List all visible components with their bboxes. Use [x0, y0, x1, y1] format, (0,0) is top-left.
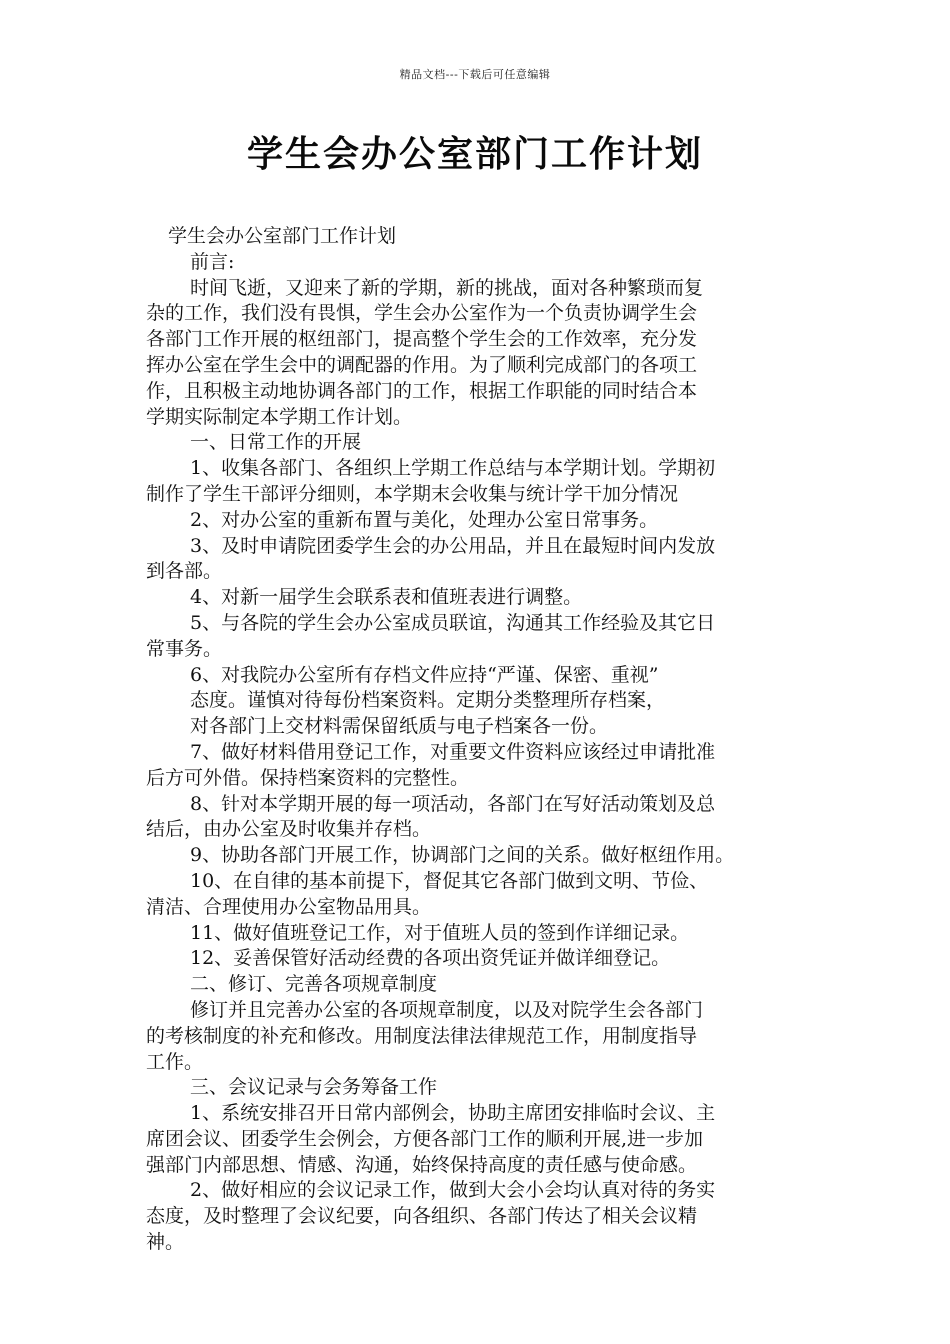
body-line: 的考核制度的补充和修改。用制度法律法律规范工作，用制度指导 [146, 1024, 698, 1047]
header-note: 精品文档---下载后可任意编辑 [399, 68, 551, 81]
body-line: 制作了学生干部评分细则，本学期末会收集与统计学干加分情况 [146, 482, 679, 505]
body-line: 强部门内部思想、情感、沟通，始终保持高度的责任感与使命感。 [146, 1153, 698, 1176]
body-line: 1、系统安排召开日常内部例会，协助主席团安排临时会议、主 [190, 1102, 716, 1125]
body-line: 对各部门上交材料需保留纸质与电子档案各一份。 [190, 715, 609, 738]
body-line: 结后，由办公室及时收集并存档。 [146, 818, 432, 841]
body-line: 态度，及时整理了会议纪要，向各组织、各部门传达了相关会议精 [146, 1205, 698, 1228]
body-line: 清洁、合理使用办公室物品用具。 [146, 895, 432, 918]
body-line: 3、及时申请院团委学生会的办公用品，并且在最短时间内发放 [190, 534, 716, 557]
document-title: 学生会办公室部门工作计划 [246, 134, 703, 175]
body-line: 后方可外借。保持档案资料的完整性。 [146, 766, 470, 789]
body-line: 席团会议、团委学生会例会，方便各部门工作的顺利开展,进一步加 [146, 1127, 704, 1150]
body-line: 学生会办公室部门工作计划 [168, 225, 397, 247]
body-line: 1、收集各部门、各组织上学期工作总结与本学期计划。学期初 [190, 457, 716, 480]
body-line: 作，且积极主动地协调各部门的工作，根据工作职能的同时结合本 [146, 379, 698, 402]
body-line: 5、与各院的学生会办公室成员联谊，沟通其工作经验及其它日 [190, 611, 716, 634]
body-line: 各部门工作开展的枢纽部门，提高整个学生会的工作效率，充分发 [146, 328, 698, 351]
body-line: 神。 [146, 1231, 185, 1254]
body-line: 态度。谨慎对待每份档案资料。定期分类整理所存档案， [190, 689, 666, 712]
body-line: 常事务。 [146, 637, 223, 660]
body-line: 学期实际制定本学期工作计划。 [146, 405, 413, 428]
body-line: 2、做好相应的会议记录工作，做到大会小会均认真对待的务实 [190, 1179, 716, 1202]
body-line: 2、对办公室的重新布置与美化，处理办公室日常事务。 [190, 508, 659, 531]
body-line: 到各部。 [146, 560, 223, 583]
body-line: 11、做好值班登记工作，对于值班人员的签到作详细记录。 [190, 921, 690, 944]
body-line: 工作。 [146, 1050, 204, 1073]
body-line: 6、对我院办公室所有存档文件应持“严谨、保密、重视” [190, 663, 659, 686]
body-line: 9、协助各部门开展工作，协调部门之间的关系。做好枢纽作用。 [190, 844, 735, 867]
body-line: 12、妥善保管好活动经费的各项出资凭证并做详细登记。 [190, 947, 671, 970]
document-body [146, 224, 818, 1256]
body-line: 7、做好材料借用登记工作，对重要文件资料应该经过申请批准 [190, 740, 716, 763]
body-line: 4、对新一届学生会联系表和值班表进行调整。 [190, 586, 583, 609]
body-line: 一、日常工作的开展 [190, 431, 362, 454]
body-line: 挥办公室在学生会中的调配器的作用。为了顺利完成部门的各项工 [146, 353, 698, 376]
body-line: 前言: [190, 250, 235, 273]
body-line: 8、针对本学期开展的每一项活动，各部门在写好活动策划及总 [190, 792, 716, 815]
body-line: 杂的工作，我们没有畏惧，学生会办公室作为一个负责协调学生会 [146, 302, 698, 325]
body-line: 10、在自律的基本前提下，督促其它各部门做到文明、节俭、 [190, 869, 709, 892]
body-line: 二、修订、完善各项规章制度 [190, 973, 438, 996]
body-line: 三、会议记录与会务筹备工作 [190, 1076, 438, 1099]
body-line: 修订并且完善办公室的各项规章制度，以及对院学生会各部门 [190, 998, 704, 1021]
body-line: 时间飞逝，又迎来了新的学期，新的挑战，面对各种繁琐而复 [190, 276, 704, 299]
